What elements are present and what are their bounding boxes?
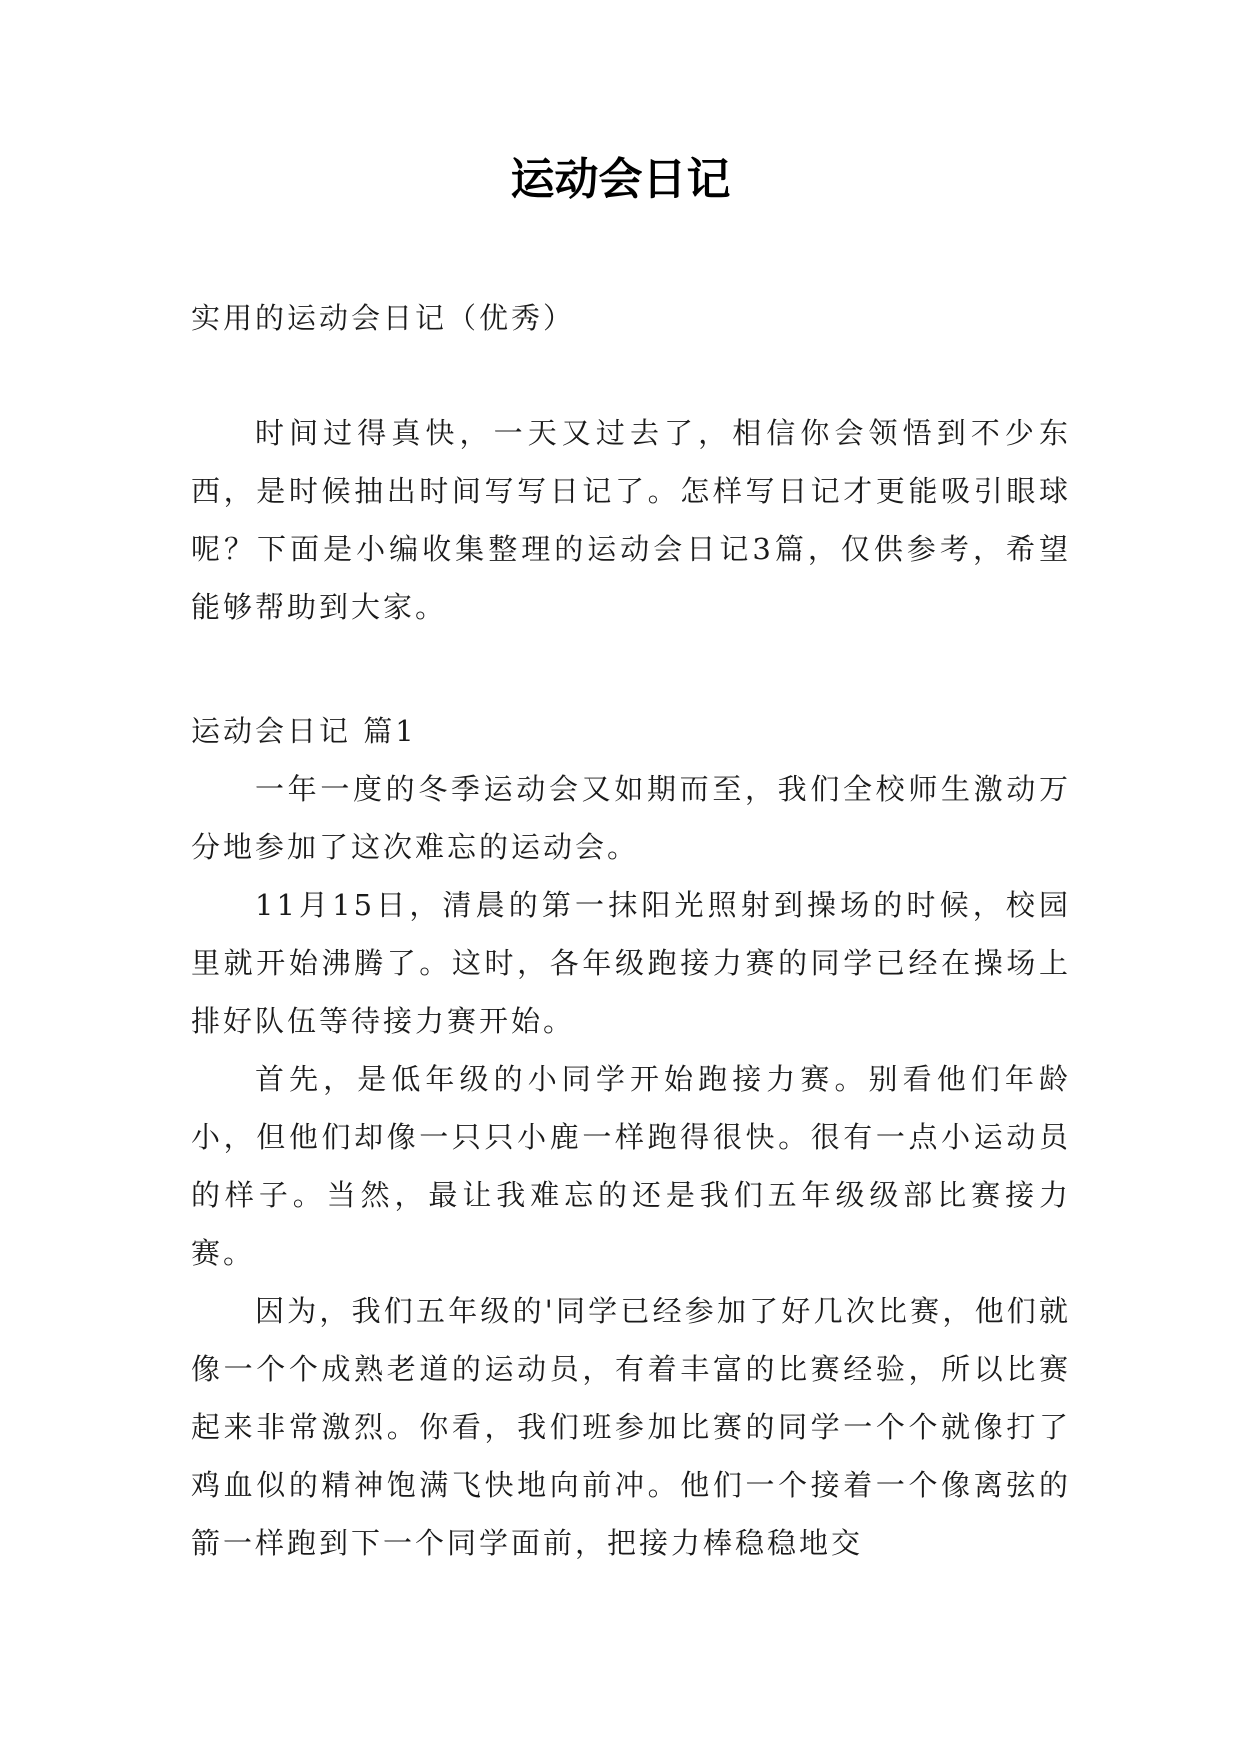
section-heading: 运动会日记 篇1 <box>191 714 417 748</box>
paragraph-4: 因为，我们五年级的'同学已经参加了好几次比赛，他们就像一个个成熟老道的运动员，有着丰富的比赛经验，所以比赛起来非常激烈。你看，我们班参加比赛的同学一个个就像打了鸡血似的精神饱满飞快地向前冲。他们一个接着一个像离弦的箭一样跑到下一个同学面前，把接力棒稳稳地交 <box>191 1294 1071 1560</box>
intro-paragraph: 时间过得真快，一天又过去了，相信你会领悟到不少东西，是时候抽出时间写写日记了。怎样写日记才更能吸引眼球呢？下面是小编收集整理的运动会日记3篇，仅供参考，希望能够帮助到大家。 <box>191 416 1071 624</box>
paragraph-1: 一年一度的冬季运动会又如期而至，我们全校师生激动万分地参加了这次难忘的运动会。 <box>191 772 1071 864</box>
section-1 <box>191 702 1071 1572</box>
paragraph-3: 首先，是低年级的小同学开始跑接力赛。别看他们年龄小，但他们却像一只只小鹿一样跑得很快。很有一点小运动员的样子。当然，最让我难忘的还是我们五年级级部比赛接力赛。 <box>191 1062 1071 1270</box>
intro-block <box>191 404 1071 636</box>
paragraph-2: 11月15日，清晨的第一抹阳光照射到操场的时候，校园里就开始沸腾了。这时，各年级跑接力赛的同学已经在操场上排好队伍等待接力赛开始。 <box>191 888 1071 1038</box>
document-subtitle: 实用的运动会日记（优秀） <box>191 301 576 335</box>
document-title: 运动会日记 <box>510 154 731 205</box>
